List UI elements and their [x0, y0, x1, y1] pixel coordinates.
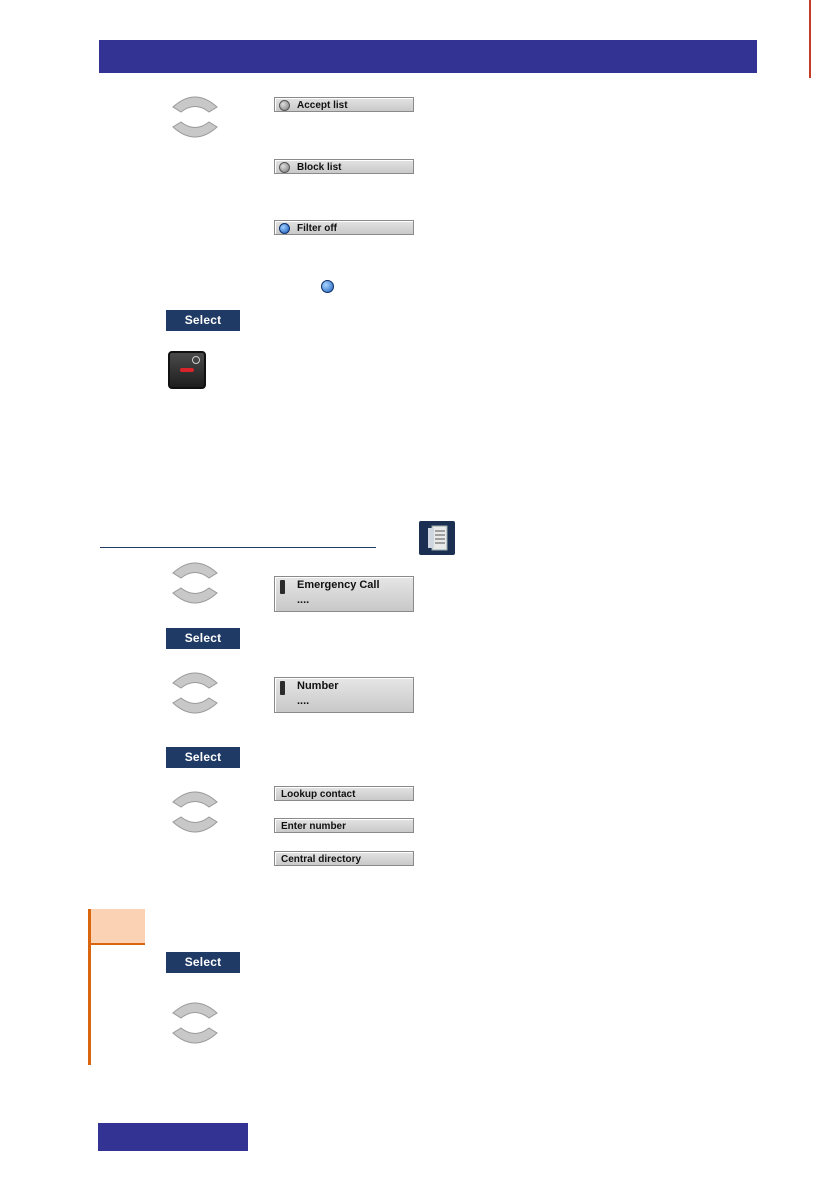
select-button: Select [166, 310, 240, 331]
phone-icon [280, 681, 285, 695]
central-directory-option: Central directory [274, 851, 414, 866]
section-underline [100, 547, 376, 548]
select-button: Select [166, 628, 240, 649]
emergency-call-screen: Emergency Call .... [274, 576, 414, 612]
navigation-key-icon [165, 782, 225, 842]
accept-list-option: Accept list [274, 97, 414, 112]
select-button: Select [166, 747, 240, 768]
navigation-key-icon [165, 993, 225, 1053]
radio-off-icon [279, 100, 290, 111]
radio-on-icon [279, 223, 290, 234]
navigation-key-icon [165, 87, 225, 147]
block-list-option: Block list [274, 159, 414, 174]
note-box [88, 909, 145, 943]
enter-number-option: Enter number [274, 818, 414, 833]
navigation-key-icon [165, 553, 225, 613]
note-accent-line [88, 909, 91, 1065]
radio-off-icon [279, 162, 290, 173]
header-bar [99, 40, 757, 73]
navigation-key-icon [165, 663, 225, 723]
page-edge-marker [809, 0, 811, 78]
filter-off-option: Filter off [274, 220, 414, 235]
lookup-contact-option: Lookup contact [274, 786, 414, 801]
directory-icon [419, 521, 455, 555]
select-button: Select [166, 952, 240, 973]
phone-icon [280, 580, 285, 594]
footer-bar [98, 1123, 248, 1151]
selected-radio-icon [321, 280, 334, 293]
end-call-key-icon [168, 351, 206, 389]
number-screen: Number .... [274, 677, 414, 713]
note-divider [88, 943, 145, 945]
